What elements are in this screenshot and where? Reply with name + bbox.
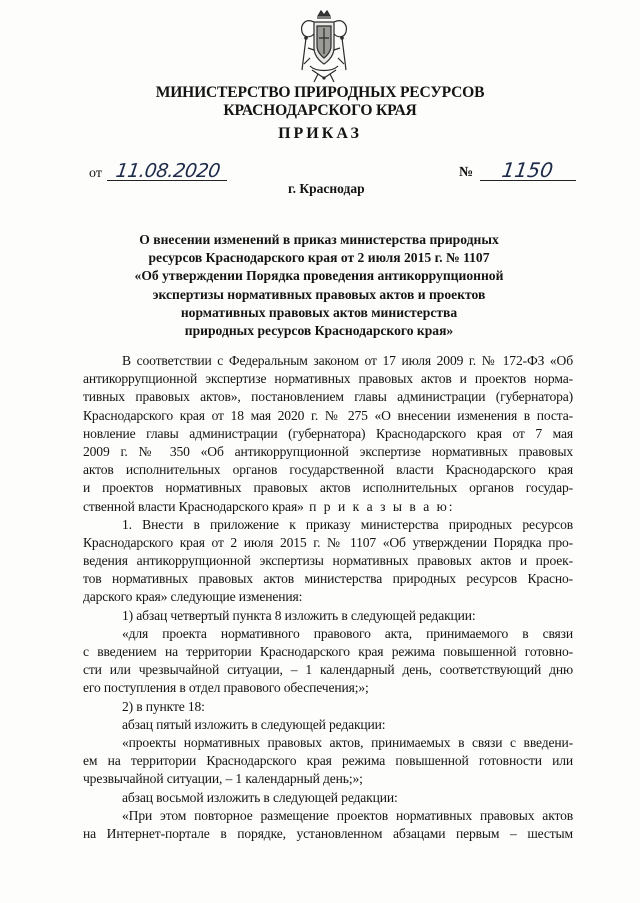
body-line [83, 516, 573, 534]
body-line [83, 552, 573, 570]
ministry-name [0, 84, 640, 120]
body-line [83, 752, 573, 770]
ministry-line: КРАСНОДАРСКОГО КРАЯ [223, 102, 417, 119]
body-line [83, 407, 573, 425]
body-line-text: абзац пятый изложить в следующей редакции: [122, 716, 386, 732]
body-line-text: на Интернет-портале в порядке, установленном абзацами первым – шестым [83, 825, 573, 841]
body-line [83, 388, 573, 406]
body-line [83, 734, 573, 752]
body-line [83, 625, 573, 643]
body-line-text: чрезвычайной ситуации, – 1 календарный день;»; [83, 771, 363, 787]
body-line [83, 479, 573, 497]
heading-line: экспертизы нормативных правовых актов и проектов [152, 286, 486, 302]
body-line-text: тивных правовых актов», постановлением главы администрации (губернатора) [83, 389, 573, 405]
body-line [83, 443, 573, 461]
body-line-text: Краснодарского края от 2 июля 2015 г. № 1107 «Об утверждении Порядка про- [83, 534, 573, 550]
body-line [83, 370, 573, 388]
krasnodar-coat-of-arms-icon [296, 8, 352, 84]
body-line-text: ем на территории Краснодарского края режима повышенной готовности или [83, 753, 573, 769]
body-line-text: 2009 г. № 350 «Об антикоррупционной экспертизе нормативных правовых [83, 443, 573, 459]
body-line-text: тов нормативных правовых актов министерства природных ресурсов Красно- [83, 571, 573, 587]
body-line-text: антикоррупционной экспертизе нормативных правовых актов и проектов норма- [83, 371, 573, 387]
heading-line: О внесении изменений в приказ министерства природных [139, 232, 499, 247]
body-line [83, 461, 573, 479]
body-line [83, 498, 573, 516]
body-line [83, 716, 573, 734]
body-line [83, 352, 573, 370]
body-line-text: В соответствии с Федеральным законом от 17 июля 2009 г. № 172-ФЗ «Об [122, 353, 573, 368]
body-line-text: его поступления в отдел правового обеспечения;»; [83, 680, 369, 696]
heading-line: ресурсов Краснодарского края от 2 июля 2015 г. № 1107 [148, 250, 490, 266]
heading-line: «Об утверждении Порядка проведения антикоррупционной [134, 268, 504, 284]
body-line [83, 789, 573, 807]
body-line-text: 2) в пункте 18: [122, 698, 205, 714]
body-line-text: 1. Внести в приложение к приказу министерства природных ресурсов [122, 516, 573, 532]
body-line [83, 698, 573, 716]
document-heading [100, 231, 538, 340]
body-line-text: 1) абзац четвертый пункта 8 изложить в следующей редакции: [122, 607, 476, 623]
body-line-text: «для проекта нормативного правового акта, принимаемого в связи [122, 625, 573, 641]
body-line-text: «При этом повторное размещение проектов нормативных правовых актов [122, 807, 573, 823]
body-line [83, 825, 573, 843]
order-date-handwritten: 11.08.2020 [114, 160, 222, 182]
body-line-text: Краснодарского края от 18 мая 2020 г. № 275 «О внесении изменения в поста- [83, 407, 573, 423]
body-line-text: дарского края» следующие изменения: [83, 589, 303, 605]
body-line [83, 643, 573, 661]
body-line-text: ведения антикоррупционной экспертизы нормативных правовых актов и проек- [83, 553, 573, 569]
body-line-text: сти или чрезвычайной ситуации, – 1 календарный день, соответствующий дню [83, 662, 573, 678]
body-line-text: с введением на территории Краснодарского края режима повышенной готовно- [83, 644, 573, 659]
order-verb: п р и к а з ы в а ю: [303, 498, 455, 514]
body-line [83, 607, 573, 625]
order-title: ПРИКАЗ [278, 125, 362, 142]
ministry-line: МИНИСТЕРСТВО ПРИРОДНЫХ РЕСУРСОВ [155, 84, 485, 101]
body-line-text: и проектов нормативных правовых актов исполнительных органов государ- [83, 480, 573, 496]
body-line [83, 425, 573, 443]
heading-line: природных ресурсов Краснодарского края» [184, 323, 454, 339]
body-line [83, 661, 573, 679]
number-label: № [459, 165, 474, 180]
date-label: от [89, 166, 102, 181]
body-line-text: новление главы администрации (губернатора) Краснодарского края от 7 мая [83, 425, 573, 441]
body-line [83, 770, 573, 788]
body-line [83, 588, 573, 606]
order-number-handwritten: 1150 [500, 158, 555, 182]
body-line [83, 570, 573, 588]
body-line [83, 807, 573, 825]
city-name: г. Краснодар [288, 181, 365, 196]
document-body [83, 352, 573, 843]
body-line-text: ственной власти Краснодарского края» [83, 498, 304, 514]
heading-line: нормативных правовых актов министерства [180, 304, 458, 320]
body-line-text: «проекты нормативных правовых актов, принимаемых в связи с введени- [122, 734, 573, 750]
body-line-text: абзац восьмой изложить в следующей редакции: [122, 789, 398, 805]
body-line [83, 679, 573, 697]
body-line-text: актов исполнительных органов государственной власти Краснодарского края [83, 462, 573, 478]
body-line [83, 534, 573, 552]
